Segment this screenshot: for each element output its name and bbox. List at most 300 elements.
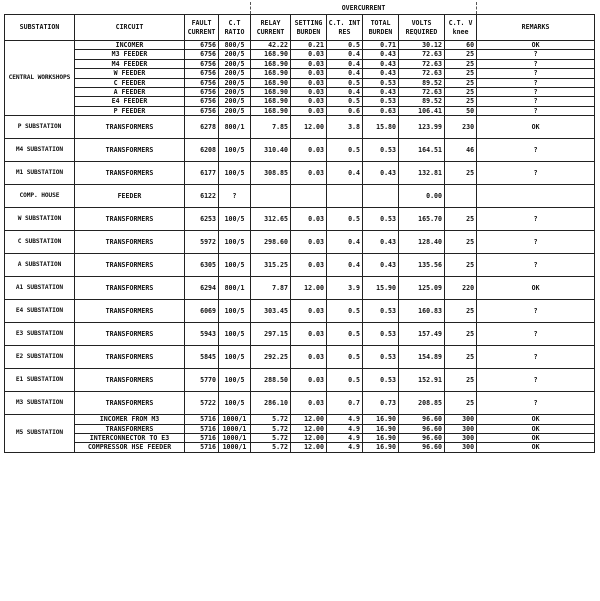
volts-required-cell: 132.81 [399,162,445,185]
remarks-cell: OK [477,424,595,433]
relay-current-cell: 42.22 [251,41,291,50]
total-burden-cell: 0.53 [363,346,399,369]
ct-ratio-cell: 100/5 [219,392,251,415]
central-workshops-row [5,41,595,50]
volts-required-cell: 208.85 [399,392,445,415]
fault-current-cell: 6294 [185,277,219,300]
circuit-cell: TRANSFORMERS [75,116,185,139]
remarks-cell: ? [477,300,595,323]
total-burden-cell: 0.43 [363,254,399,277]
total-burden-cell: 0.43 [363,59,399,68]
circuit-cell: TRANSFORMERS [75,300,185,323]
ct-ratio-cell: 200/5 [219,59,251,68]
substation-cell: P SUBSTATION [5,116,75,139]
ct-ratio-cell: 100/5 [219,300,251,323]
ct-ratio-cell: 100/5 [219,369,251,392]
substation-cell: M4 SUBSTATION [5,139,75,162]
relay-current-cell: 298.60 [251,231,291,254]
setting-burden-cell: 12.00 [291,424,327,433]
fault-current-cell: 5770 [185,369,219,392]
total-burden-cell: 16.90 [363,434,399,443]
setting-burden-cell: 0.03 [291,50,327,59]
ct-v-knee-cell: 300 [445,434,477,443]
fault-current-cell: 5716 [185,434,219,443]
volts-required-cell: 96.60 [399,424,445,433]
circuit-cell: TRANSFORMERS [75,162,185,185]
relay-current-cell: 286.10 [251,392,291,415]
header-total-burden: TOTAL BURDEN [363,15,399,41]
ct-ratio-cell: 100/5 [219,254,251,277]
fault-current-cell: 6756 [185,69,219,78]
circuit-cell: INTERCONNECTOR TO E3 [75,434,185,443]
ct-v-knee-cell: 25 [445,78,477,87]
ct-v-knee-cell: 25 [445,97,477,106]
relay-current-cell: 168.90 [251,59,291,68]
ct-int-res-cell: 0.5 [327,97,363,106]
total-burden-cell: 0.53 [363,78,399,87]
total-burden-cell: 0.63 [363,106,399,115]
circuit-cell: TRANSFORMERS [75,424,185,433]
substation-row [5,162,595,185]
relay-current-cell: 308.85 [251,162,291,185]
ct-int-res-cell: 3.8 [327,116,363,139]
ct-int-res-cell: 0.5 [327,208,363,231]
setting-burden-cell: 0.03 [291,300,327,323]
relay-current-cell: 168.90 [251,50,291,59]
ct-v-knee-cell: 25 [445,300,477,323]
volts-required-cell: 135.56 [399,254,445,277]
ct-v-knee-cell: 50 [445,106,477,115]
ct-int-res-cell: 0.6 [327,106,363,115]
remarks-cell: ? [477,231,595,254]
ct-ratio-cell: 800/1 [219,116,251,139]
fault-current-cell: 5722 [185,392,219,415]
ct-int-res-cell: 0.5 [327,139,363,162]
circuit-cell: TRANSFORMERS [75,208,185,231]
remarks-cell: OK [477,277,595,300]
ct-int-res-cell: 0.5 [327,78,363,87]
ct-int-res-cell: 4.9 [327,434,363,443]
circuit-cell: COMPRESSOR HSE FEEDER [75,443,185,452]
ct-int-res-cell: 0.5 [327,323,363,346]
ct-v-knee-cell: 300 [445,424,477,433]
ct-int-res-cell: 0.4 [327,254,363,277]
overcurrent-label: OVERCURRENT [251,2,477,15]
circuit-cell: TRANSFORMERS [75,139,185,162]
substation-cell: M1 SUBSTATION [5,162,75,185]
substation-cell: E2 SUBSTATION [5,346,75,369]
setting-burden-cell: 0.03 [291,254,327,277]
setting-burden-cell: 12.00 [291,434,327,443]
volts-required-cell: 160.83 [399,300,445,323]
remarks-cell: ? [477,69,595,78]
relay-current-cell: 168.90 [251,88,291,97]
volts-required-cell: 165.70 [399,208,445,231]
total-burden-cell: 15.90 [363,277,399,300]
ct-int-res-cell: 4.9 [327,443,363,452]
fault-current-cell: 5716 [185,443,219,452]
remarks-cell: ? [477,59,595,68]
setting-burden-cell: 12.00 [291,277,327,300]
m5-substation-row [5,443,595,452]
setting-burden-cell: 0.03 [291,88,327,97]
central-workshops-row [5,50,595,59]
ct-ratio-cell: ? [219,185,251,208]
substation-row [5,346,595,369]
total-burden-cell: 0.71 [363,41,399,50]
fault-current-cell: 5716 [185,424,219,433]
volts-required-cell: 96.60 [399,434,445,443]
ct-v-knee-cell: 230 [445,116,477,139]
remarks-cell: ? [477,139,595,162]
circuit-cell: FEEDER [75,185,185,208]
setting-burden-cell: 0.03 [291,208,327,231]
relay-current-cell [251,185,291,208]
m5-substation-row [5,415,595,424]
remarks-cell: ? [477,88,595,97]
fault-current-cell: 6305 [185,254,219,277]
relay-current-cell: 5.72 [251,415,291,424]
total-burden-cell: 16.90 [363,415,399,424]
ct-ratio-cell: 800/1 [219,277,251,300]
circuit-cell: TRANSFORMERS [75,346,185,369]
relay-current-cell: 7.87 [251,277,291,300]
substation-cell: W SUBSTATION [5,208,75,231]
remarks-cell: ? [477,50,595,59]
ct-v-knee-cell: 25 [445,231,477,254]
remarks-cell: ? [477,162,595,185]
fault-current-cell: 6756 [185,78,219,87]
substation-row [5,208,595,231]
substation-cell: A1 SUBSTATION [5,277,75,300]
header-fault-current: FAULT CURRENT [185,15,219,41]
setting-burden-cell [291,185,327,208]
relay-current-cell: 288.50 [251,369,291,392]
volts-required-cell: 30.12 [399,41,445,50]
substation-row [5,185,595,208]
circuit-cell: INCOMER FROM M3 [75,415,185,424]
ct-v-knee-cell: 25 [445,59,477,68]
header-ct-ratio: C.T RATIO [219,15,251,41]
remarks-cell: ? [477,254,595,277]
substation-cell: M3 SUBSTATION [5,392,75,415]
fault-current-cell: 6069 [185,300,219,323]
fault-current-cell: 6122 [185,185,219,208]
substation-row [5,300,595,323]
ct-int-res-cell: 3.9 [327,277,363,300]
remarks-cell: OK [477,41,595,50]
ct-int-res-cell: 0.4 [327,69,363,78]
ct-ratio-cell: 1000/1 [219,434,251,443]
setting-burden-cell: 0.03 [291,162,327,185]
relay-current-cell: 297.15 [251,323,291,346]
fault-current-cell: 6756 [185,59,219,68]
substation-row [5,116,595,139]
volts-required-cell: 157.49 [399,323,445,346]
substation-cell: E3 SUBSTATION [5,323,75,346]
substation-cell: E1 SUBSTATION [5,369,75,392]
total-burden-cell: 0.53 [363,139,399,162]
central-workshops-row [5,59,595,68]
ct-v-knee-cell: 25 [445,392,477,415]
ct-int-res-cell: 0.5 [327,346,363,369]
relay-current-cell: 168.90 [251,97,291,106]
ct-v-knee-cell: 46 [445,139,477,162]
setting-burden-cell: 0.03 [291,139,327,162]
ct-int-res-cell: 0.4 [327,162,363,185]
fault-current-cell: 6756 [185,88,219,97]
volts-required-cell: 72.63 [399,69,445,78]
relay-current-cell: 5.72 [251,443,291,452]
relay-current-cell: 312.65 [251,208,291,231]
setting-burden-cell: 0.03 [291,346,327,369]
total-burden-cell: 0.53 [363,97,399,106]
overcurrent-header-row [5,2,595,15]
volts-required-cell: 72.63 [399,50,445,59]
volts-required-cell: 128.40 [399,231,445,254]
circuit-cell: TRANSFORMERS [75,369,185,392]
setting-burden-cell: 0.03 [291,323,327,346]
relay-current-cell: 168.90 [251,106,291,115]
setting-burden-cell: 12.00 [291,116,327,139]
setting-burden-cell: 0.03 [291,231,327,254]
ct-v-knee-cell [445,185,477,208]
circuit-cell: TRANSFORMERS [75,231,185,254]
circuit-cell: P FEEDER [75,106,185,115]
setting-burden-cell: 0.03 [291,78,327,87]
total-burden-cell: 0.43 [363,69,399,78]
remarks-cell: ? [477,78,595,87]
ct-ratio-cell: 100/5 [219,231,251,254]
ct-ratio-cell: 100/5 [219,208,251,231]
volts-required-cell: 123.99 [399,116,445,139]
ct-ratio-cell: 200/5 [219,69,251,78]
setting-burden-cell: 0.03 [291,392,327,415]
total-burden-cell: 16.90 [363,443,399,452]
central-workshops-row [5,97,595,106]
fault-current-cell: 5972 [185,231,219,254]
volts-required-cell: 89.52 [399,78,445,87]
setting-burden-cell: 0.21 [291,41,327,50]
volts-required-cell: 154.89 [399,346,445,369]
remarks-cell: ? [477,346,595,369]
relay-current-cell: 303.45 [251,300,291,323]
ct-v-knee-cell: 25 [445,369,477,392]
ct-int-res-cell: 0.7 [327,392,363,415]
remarks-cell: ? [477,392,595,415]
substation-cell: M5 SUBSTATION [5,415,75,453]
ct-int-res-cell: 0.4 [327,231,363,254]
substation-row [5,139,595,162]
total-burden-cell: 0.53 [363,300,399,323]
volts-required-cell: 106.41 [399,106,445,115]
remarks-cell: ? [477,106,595,115]
circuit-cell: C FEEDER [75,78,185,87]
fault-current-cell: 6278 [185,116,219,139]
substation-cell: COMP. HOUSE [5,185,75,208]
remarks-cell: ? [477,369,595,392]
volts-required-cell: 96.60 [399,415,445,424]
ct-ratio-cell: 100/5 [219,162,251,185]
fault-current-cell: 6253 [185,208,219,231]
ct-calculation-table [4,2,595,453]
ct-v-knee-cell: 300 [445,443,477,452]
ct-ratio-cell: 200/5 [219,106,251,115]
setting-burden-cell: 0.03 [291,369,327,392]
total-burden-cell: 0.43 [363,162,399,185]
total-burden-cell: 0.53 [363,208,399,231]
total-burden-cell: 0.53 [363,369,399,392]
header-volts-required: VOLTS REQUIRED [399,15,445,41]
volts-required-cell: 152.91 [399,369,445,392]
ct-ratio-cell: 200/5 [219,50,251,59]
central-workshops-row [5,69,595,78]
substation-row [5,231,595,254]
ct-v-knee-cell: 220 [445,277,477,300]
substation-cell: CENTRAL WORKSHOPS [5,41,75,116]
remarks-cell: ? [477,323,595,346]
circuit-cell: M4 FEEDER [75,59,185,68]
substation-row [5,254,595,277]
ct-ratio-cell: 100/5 [219,139,251,162]
relay-current-cell: 310.40 [251,139,291,162]
m5-substation-row [5,434,595,443]
volts-required-cell: 0.00 [399,185,445,208]
circuit-cell: W FEEDER [75,69,185,78]
total-burden-cell: 0.43 [363,231,399,254]
ct-int-res-cell: 4.9 [327,415,363,424]
header-remarks: REMARKS [477,15,595,41]
ct-int-res-cell: 0.4 [327,50,363,59]
ct-v-knee-cell: 25 [445,162,477,185]
m5-substation-row [5,424,595,433]
setting-burden-cell: 0.03 [291,69,327,78]
ct-v-knee-cell: 25 [445,346,477,369]
setting-burden-cell: 0.03 [291,59,327,68]
relay-current-cell: 5.72 [251,434,291,443]
ct-v-knee-cell: 25 [445,69,477,78]
ct-ratio-cell: 200/5 [219,88,251,97]
ct-v-knee-cell: 300 [445,415,477,424]
fault-current-cell: 6756 [185,97,219,106]
ct-int-res-cell: 0.4 [327,88,363,97]
total-burden-cell: 0.43 [363,88,399,97]
fault-current-cell: 5716 [185,415,219,424]
relay-current-cell: 168.90 [251,69,291,78]
circuit-cell: A FEEDER [75,88,185,97]
circuit-cell: E4 FEEDER [75,97,185,106]
total-burden-cell: 0.53 [363,323,399,346]
ct-ratio-cell: 1000/1 [219,443,251,452]
ct-ratio-cell: 200/5 [219,97,251,106]
circuit-cell: TRANSFORMERS [75,277,185,300]
substation-row [5,323,595,346]
relay-current-cell: 292.25 [251,346,291,369]
volts-required-cell: 125.09 [399,277,445,300]
total-burden-cell: 16.90 [363,424,399,433]
ct-ratio-cell: 1000/1 [219,424,251,433]
relay-current-cell: 168.90 [251,78,291,87]
substation-cell: A SUBSTATION [5,254,75,277]
ct-int-res-cell: 0.4 [327,59,363,68]
remarks-cell: OK [477,415,595,424]
substation-row [5,369,595,392]
column-header-row [5,15,595,41]
substation-cell: C SUBSTATION [5,231,75,254]
total-burden-cell: 0.43 [363,50,399,59]
ct-int-res-cell: 0.5 [327,369,363,392]
fault-current-cell: 6756 [185,106,219,115]
volts-required-cell: 89.52 [399,97,445,106]
remarks-cell: OK [477,443,595,452]
relay-current-cell: 5.72 [251,424,291,433]
ct-v-knee-cell: 25 [445,254,477,277]
ct-v-knee-cell: 25 [445,323,477,346]
fault-current-cell: 5845 [185,346,219,369]
ct-v-knee-cell: 60 [445,41,477,50]
ct-v-knee-cell: 25 [445,88,477,97]
setting-burden-cell: 12.00 [291,443,327,452]
relay-current-cell: 315.25 [251,254,291,277]
remarks-cell: OK [477,434,595,443]
ct-int-res-cell: 0.5 [327,300,363,323]
header-ct-int-res: C.T. INT RES [327,15,363,41]
central-workshops-row [5,78,595,87]
substation-cell: E4 SUBSTATION [5,300,75,323]
central-workshops-row [5,106,595,115]
fault-current-cell: 6756 [185,41,219,50]
remarks-cell: OK [477,116,595,139]
substation-row [5,392,595,415]
header-substation: SUBSTATION [5,15,75,41]
volts-required-cell: 96.60 [399,443,445,452]
header-setting-burden: SETTING BURDEN [291,15,327,41]
document [4,2,594,453]
circuit-cell: TRANSFORMERS [75,323,185,346]
ct-ratio-cell: 200/5 [219,78,251,87]
remarks-cell [477,185,595,208]
fault-current-cell: 6177 [185,162,219,185]
circuit-cell: TRANSFORMERS [75,392,185,415]
ct-int-res-cell: 0.5 [327,41,363,50]
volts-required-cell: 164.51 [399,139,445,162]
total-burden-cell [363,185,399,208]
setting-burden-cell: 12.00 [291,415,327,424]
fault-current-cell: 6208 [185,139,219,162]
volts-required-cell: 72.63 [399,59,445,68]
substation-row [5,277,595,300]
circuit-cell: M3 FEEDER [75,50,185,59]
ct-int-res-cell [327,185,363,208]
ct-ratio-cell: 100/5 [219,323,251,346]
setting-burden-cell: 0.03 [291,106,327,115]
remarks-cell: ? [477,97,595,106]
circuit-cell: TRANSFORMERS [75,254,185,277]
setting-burden-cell: 0.03 [291,97,327,106]
fault-current-cell: 5943 [185,323,219,346]
header-relay-current: RELAY CURRENT [251,15,291,41]
total-burden-cell: 0.73 [363,392,399,415]
relay-current-cell: 7.85 [251,116,291,139]
circuit-cell: INCOMER [75,41,185,50]
remarks-cell: ? [477,208,595,231]
central-workshops-row [5,88,595,97]
ct-ratio-cell: 1000/1 [219,415,251,424]
volts-required-cell: 72.63 [399,88,445,97]
header-circuit: CIRCUIT [75,15,185,41]
ct-v-knee-cell: 25 [445,208,477,231]
ct-ratio-cell: 100/5 [219,346,251,369]
